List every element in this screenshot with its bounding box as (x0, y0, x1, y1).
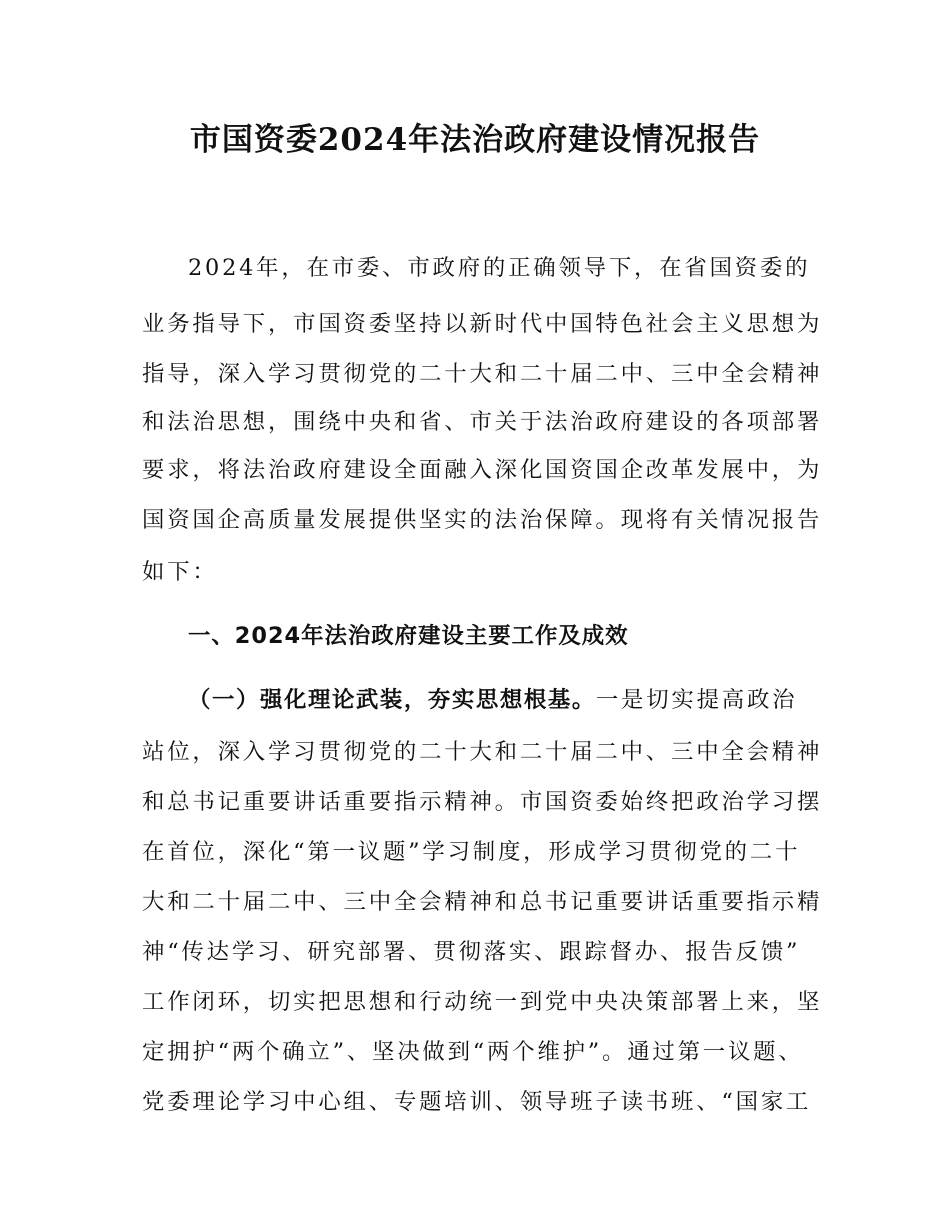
intro-line: 2024年，在市委、市政府的正确领导下，在省国资委的 (188, 255, 811, 281)
body-line: 站位，深入学习贯彻党的二十大和二十届二中、三中全会精神 (142, 739, 823, 765)
body-line: 党委理论学习中心组、专题培训、领导班子读书班、“国家工 (142, 1089, 812, 1115)
section-heading: 一、2024年法治政府建设主要工作及成效 (188, 623, 629, 649)
intro-line: 国资国企高质量发展提供坚实的法治保障。现将有关情况报告 (142, 507, 823, 533)
subsection-lead-text: 一是切实提高政治 (595, 687, 798, 713)
intro-line: 要求，将法治政府建设全面融入深化国资国企改革发展中，为 (142, 457, 823, 483)
intro-line: 如下： (142, 559, 218, 585)
body-line: 大和二十届二中、三中全会精神和总书记重要讲话重要指示精 (142, 889, 823, 915)
body-line: 定拥护“两个确立”、坚决做到“两个维护”。通过第一议题、 (142, 1039, 804, 1065)
body-line: 和总书记重要讲话重要指示精神。市国资委始终把政治学习摆 (142, 789, 823, 815)
intro-line: 业务指导下，市国资委坚持以新时代中国特色社会主义思想为 (142, 311, 823, 337)
intro-line: 和法治思想，围绕中央和省、市关于法治政府建设的各项部署 (142, 409, 823, 435)
document-title: 市国资委2024年法治政府建设情况报告 (189, 122, 761, 158)
subsection-first-line (188, 676, 797, 724)
body-line: 神“传达学习、研究部署、贯彻落实、跟踪督办、报告反馈” (142, 939, 801, 965)
body-line: 工作闭环，切实把思想和行动统一到党中央决策部署上来，坚 (142, 989, 823, 1015)
intro-line: 指导，深入学习贯彻党的二十大和二十届二中、三中全会精神 (142, 361, 823, 387)
body-line: 在首位，深化“第一议题”学习制度，形成学习贯彻党的二十 (142, 839, 801, 865)
subsection-heading: （一）强化理论武装，夯实思想根基。 (188, 687, 596, 713)
